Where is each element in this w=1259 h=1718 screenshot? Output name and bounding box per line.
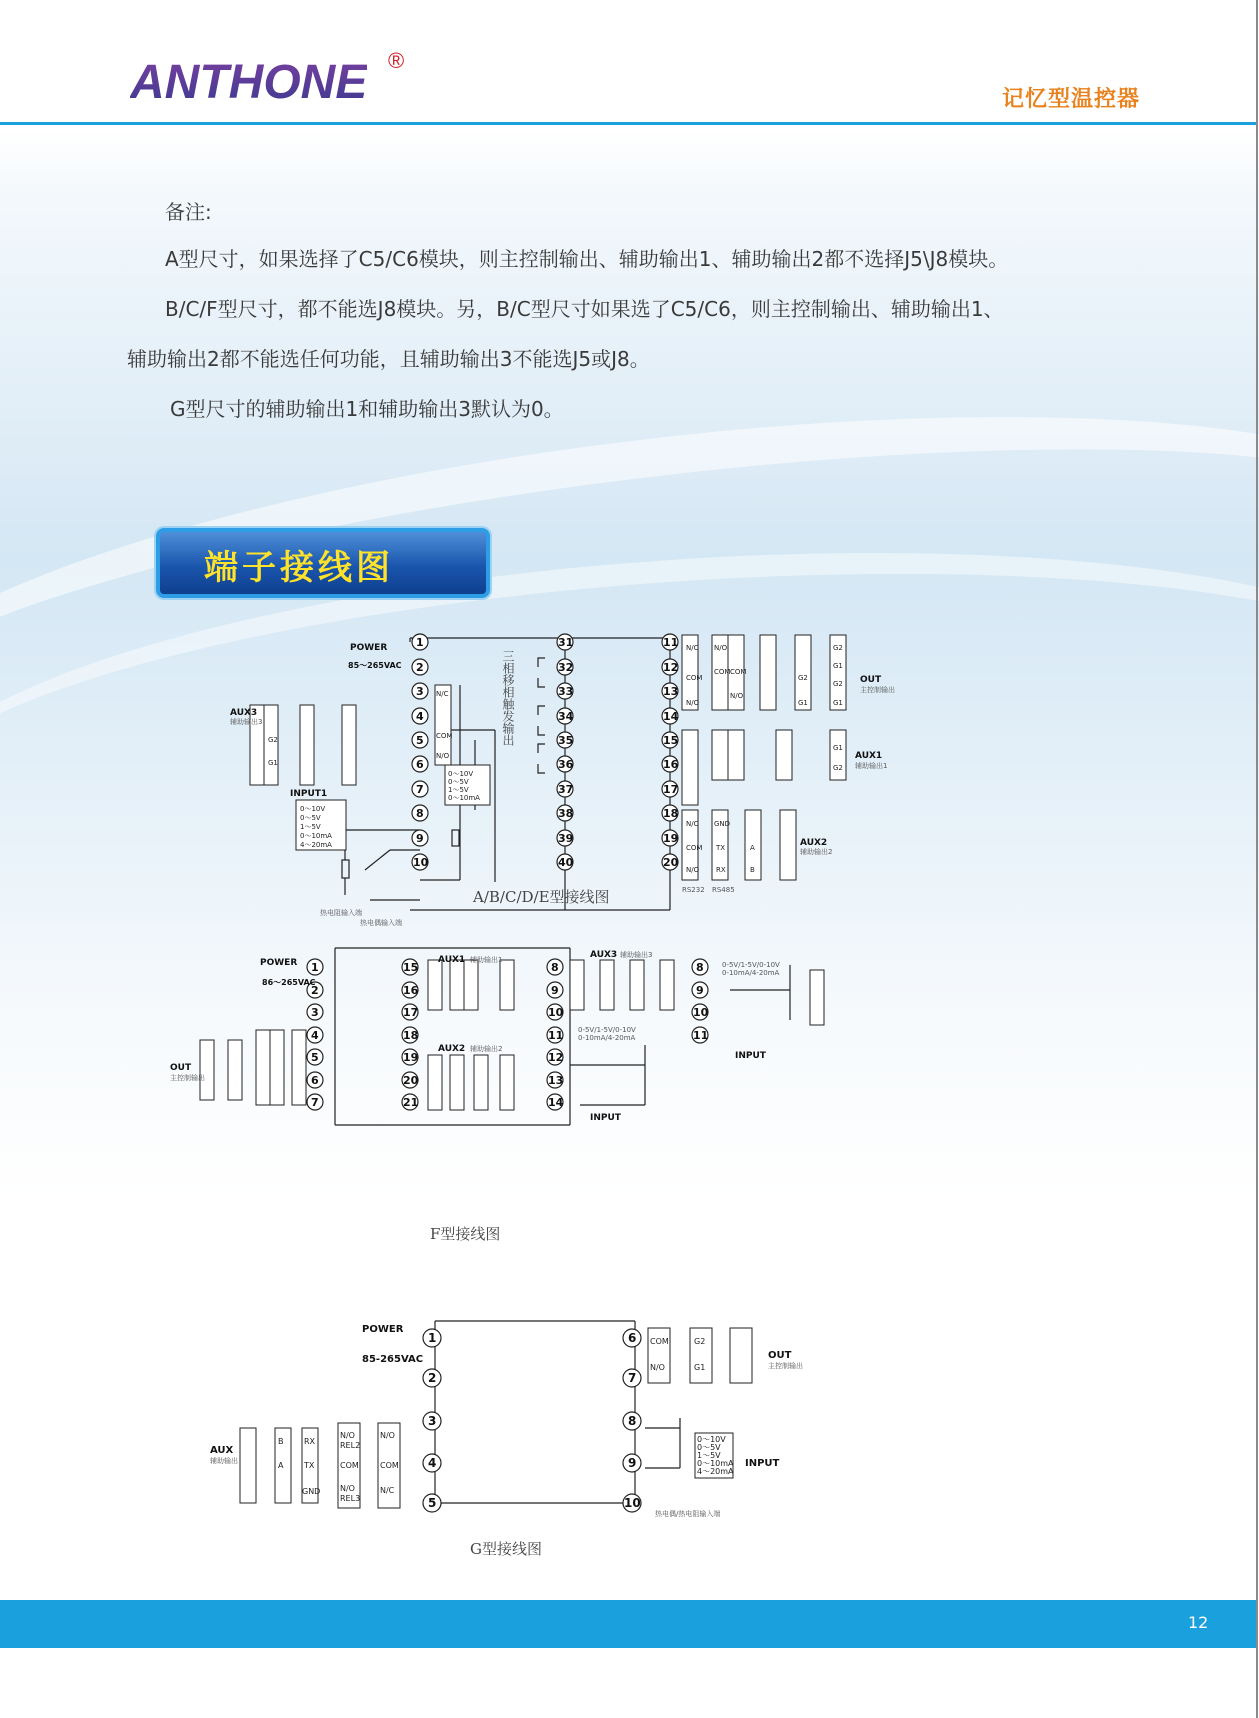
svg-text:G2: G2 (833, 644, 843, 652)
note-line: G型尺寸的辅助输出1和辅助输出3默认为0。 (170, 397, 564, 421)
svg-text:19: 19 (403, 1051, 419, 1064)
svg-text:AUX2: AUX2 (438, 1044, 466, 1054)
svg-text:4: 4 (416, 710, 424, 723)
svg-text:RS485: RS485 (712, 886, 735, 894)
svg-text:辅助输出2: 辅助输出2 (470, 1045, 503, 1053)
svg-text:85-265VAC: 85-265VAC (362, 1354, 424, 1365)
page-number: 12 (1188, 1613, 1209, 1632)
svg-text:辅助输出2: 辅助输出2 (800, 848, 833, 856)
svg-text:AUX1: AUX1 (438, 955, 466, 965)
abcde-out-label: OUT (860, 675, 882, 685)
svg-text:36: 36 (558, 758, 574, 771)
svg-text:9: 9 (551, 984, 559, 997)
svg-text:COM: COM (380, 1461, 399, 1470)
svg-text:N/O: N/O (714, 644, 728, 652)
svg-text:A: A (750, 844, 755, 852)
svg-text:AUX: AUX (210, 1445, 234, 1456)
wiring-diagram-abcde (220, 630, 940, 930)
svg-text:REL2: REL2 (340, 1441, 361, 1450)
svg-text:主控制输出: 主控制输出 (768, 1362, 803, 1370)
svg-text:0-10mA/4-20mA: 0-10mA/4-20mA (722, 969, 780, 977)
svg-text:11: 11 (548, 1029, 564, 1042)
svg-text:REL3: REL3 (340, 1494, 361, 1503)
svg-text:4: 4 (428, 1456, 437, 1470)
svg-text:COM: COM (686, 674, 703, 682)
svg-text:GND: GND (302, 1487, 321, 1496)
svg-text:G2: G2 (798, 674, 808, 682)
svg-text:N/C: N/C (686, 820, 699, 828)
svg-text:2: 2 (428, 1371, 437, 1385)
svg-text:35: 35 (558, 734, 574, 747)
svg-text:13: 13 (548, 1074, 564, 1087)
svg-text:20: 20 (663, 856, 679, 869)
svg-text:COM: COM (436, 732, 453, 740)
svg-text:39: 39 (558, 832, 574, 845)
svg-text:RX: RX (716, 866, 726, 874)
svg-text:0～5V: 0～5V (448, 778, 469, 786)
diagram-caption: A/B/C/D/E型接线图 (473, 888, 610, 906)
svg-text:INPUT: INPUT (590, 1113, 621, 1123)
svg-text:10: 10 (624, 1496, 641, 1510)
svg-text:11: 11 (693, 1029, 709, 1042)
svg-text:37: 37 (558, 783, 574, 796)
svg-text:RS232: RS232 (682, 886, 705, 894)
svg-text:N/O: N/O (380, 1431, 395, 1440)
abcde-power-label: POWER (350, 643, 388, 653)
svg-text:COM: COM (650, 1337, 669, 1346)
registered-mark: ® (388, 48, 405, 73)
svg-text:OUT: OUT (768, 1350, 792, 1361)
svg-text:G2: G2 (833, 680, 843, 688)
svg-text:14: 14 (663, 710, 679, 723)
svg-text:0-5V/1-5V/0-10V: 0-5V/1-5V/0-10V (722, 961, 780, 969)
svg-text:7: 7 (416, 783, 424, 796)
note-line: B/C/F型尺寸，都不能选J8模块。另，B/C型尺寸如果选了C5/C6，则主控制输出、辅助输出1、 (165, 297, 1004, 321)
svg-text:0～10V: 0～10V (697, 1435, 726, 1444)
svg-text:TX: TX (304, 1461, 315, 1470)
svg-text:1～5V: 1～5V (300, 823, 321, 831)
svg-text:8: 8 (696, 961, 704, 974)
svg-text:3: 3 (416, 685, 424, 698)
svg-text:G1: G1 (268, 759, 278, 767)
svg-text:0～10V: 0～10V (448, 770, 474, 778)
svg-text:G2: G2 (694, 1337, 706, 1346)
svg-text:POWER: POWER (362, 1324, 404, 1335)
svg-text:10: 10 (693, 1006, 709, 1019)
svg-text:1～5V: 1～5V (697, 1451, 721, 1460)
page-edge-rule (1256, 0, 1258, 1718)
svg-text:N/O: N/O (340, 1431, 355, 1440)
header-divider (0, 122, 1256, 125)
svg-text:INPUT: INPUT (735, 1051, 766, 1061)
diagram-caption: G型接线图 (470, 1540, 542, 1558)
svg-text:7: 7 (628, 1371, 637, 1385)
section-title-banner (156, 528, 490, 598)
svg-text:15: 15 (403, 961, 419, 974)
svg-text:20: 20 (403, 1074, 419, 1087)
svg-text:10: 10 (548, 1006, 564, 1019)
svg-text:辅助输出1: 辅助输出1 (470, 956, 503, 964)
svg-text:AUX3: AUX3 (590, 950, 618, 960)
svg-text:G2: G2 (268, 736, 278, 744)
svg-text:11: 11 (663, 636, 679, 649)
svg-text:G1: G1 (833, 662, 843, 670)
svg-text:0～10V: 0～10V (300, 805, 326, 813)
svg-text:1: 1 (428, 1331, 437, 1345)
svg-text:热电偶/热电阻输入端: 热电偶/热电阻输入端 (655, 1510, 721, 1518)
svg-text:0～5V: 0～5V (300, 814, 321, 822)
svg-text:3: 3 (428, 1414, 437, 1428)
svg-text:12: 12 (663, 661, 679, 674)
note-line: A型尺寸，如果选择了C5/C6模块，则主控制输出、辅助输出1、辅助输出2都不选择J5\J8模块。 (165, 247, 1009, 271)
svg-text:0～10mA: 0～10mA (448, 794, 480, 802)
abcde-voltage-label: 85～265VAC (348, 661, 402, 670)
wiring-diagram-g (200, 1318, 840, 1518)
svg-text:0-10mA/4-20mA: 0-10mA/4-20mA (578, 1034, 636, 1042)
svg-text:N/C: N/C (686, 644, 699, 652)
svg-text:N/O: N/O (686, 866, 700, 874)
svg-text:主控制输出: 主控制输出 (860, 686, 895, 694)
svg-text:TX: TX (716, 844, 726, 852)
svg-text:N/C: N/C (380, 1486, 395, 1495)
svg-text:热电阻输入端: 热电阻输入端 (320, 909, 362, 917)
svg-text:4～20mA: 4～20mA (300, 841, 332, 849)
svg-text:18: 18 (403, 1029, 419, 1042)
svg-text:16: 16 (403, 984, 419, 997)
svg-text:17: 17 (403, 1006, 419, 1019)
svg-text:86～265VAC: 86～265VAC (262, 978, 316, 987)
svg-text:6: 6 (416, 758, 424, 771)
abcde-aux3-label: AUX3 (230, 708, 258, 718)
svg-text:9: 9 (628, 1456, 637, 1470)
svg-text:38: 38 (558, 807, 574, 820)
svg-text:6: 6 (311, 1074, 319, 1087)
svg-text:5: 5 (416, 734, 424, 747)
svg-text:1: 1 (311, 961, 319, 974)
svg-text:15: 15 (663, 734, 679, 747)
svg-text:32: 32 (558, 661, 574, 674)
svg-text:1: 1 (416, 636, 424, 649)
svg-text:N/O: N/O (650, 1363, 665, 1372)
svg-text:12: 12 (548, 1051, 564, 1064)
svg-text:1～5V: 1～5V (448, 786, 469, 794)
svg-text:33: 33 (558, 685, 574, 698)
svg-text:16: 16 (663, 758, 679, 771)
svg-text:辅助输出3: 辅助输出3 (230, 718, 263, 726)
three-phase-label: 三相移相触发输出 (501, 650, 515, 746)
svg-text:8: 8 (551, 961, 559, 974)
page-title: 记忆型温控器 (1002, 87, 1141, 112)
svg-text:辅助输出3: 辅助输出3 (620, 951, 653, 959)
svg-text:GND: GND (714, 820, 731, 828)
svg-text:B: B (750, 866, 755, 874)
svg-text:A: A (278, 1461, 284, 1470)
svg-text:OUT: OUT (170, 1063, 192, 1073)
svg-text:G1: G1 (798, 699, 808, 707)
svg-text:G1: G1 (833, 744, 843, 752)
svg-text:4～20mA: 4～20mA (697, 1467, 734, 1476)
svg-text:N/O: N/O (436, 752, 450, 760)
svg-text:8: 8 (416, 807, 424, 820)
svg-text:19: 19 (663, 832, 679, 845)
svg-text:COM: COM (686, 844, 703, 852)
section-title: 端子接线图 (204, 548, 394, 588)
diagram-caption: F型接线图 (430, 1225, 501, 1243)
svg-text:RX: RX (304, 1437, 316, 1446)
svg-text:B: B (278, 1437, 284, 1446)
svg-text:13: 13 (663, 685, 679, 698)
abcde-aux2-label: AUX2 (800, 838, 828, 848)
svg-text:6: 6 (628, 1331, 637, 1345)
svg-text:辅助输出: 辅助输出 (210, 1457, 238, 1465)
svg-text:N/O: N/O (686, 699, 700, 707)
svg-text:21: 21 (403, 1096, 419, 1109)
svg-text:0～5V: 0～5V (697, 1443, 721, 1452)
svg-text:14: 14 (548, 1096, 564, 1109)
note-line: 辅助输出2都不能选任何功能，且辅助输出3不能选J5或J8。 (127, 347, 650, 371)
svg-text:8: 8 (628, 1414, 637, 1428)
svg-text:9: 9 (696, 984, 704, 997)
svg-text:9: 9 (416, 832, 424, 845)
svg-text:17: 17 (663, 783, 679, 796)
svg-text:0～10mA: 0～10mA (300, 832, 332, 840)
svg-text:2: 2 (416, 661, 424, 674)
svg-text:5: 5 (428, 1496, 437, 1510)
svg-text:COM: COM (340, 1461, 359, 1470)
svg-text:34: 34 (558, 710, 574, 723)
svg-text:N/O: N/O (730, 692, 744, 700)
abcde-aux1-label: AUX1 (855, 751, 883, 761)
svg-text:3: 3 (311, 1006, 319, 1019)
svg-text:0-5V/1-5V/0-10V: 0-5V/1-5V/0-10V (578, 1026, 636, 1034)
svg-text:热电偶输入端: 热电偶输入端 (360, 919, 402, 927)
svg-text:10: 10 (413, 856, 429, 869)
svg-text:G2: G2 (833, 764, 843, 772)
notes-heading: 备注: (165, 200, 212, 224)
svg-text:INPUT: INPUT (745, 1458, 780, 1469)
svg-text:7: 7 (311, 1096, 319, 1109)
abcde-input1-label: INPUT1 (290, 789, 328, 799)
svg-text:2: 2 (311, 984, 319, 997)
svg-text:主控制输出: 主控制输出 (170, 1074, 205, 1082)
svg-text:G1: G1 (694, 1363, 706, 1372)
svg-text:4: 4 (311, 1029, 319, 1042)
svg-text:COM: COM (714, 668, 731, 676)
svg-text:辅助输出1: 辅助输出1 (855, 762, 888, 770)
svg-text:N/O: N/O (340, 1484, 355, 1493)
brand-logo: ANTHONE (130, 56, 368, 109)
svg-text:N/C: N/C (436, 690, 449, 698)
svg-text:POWER: POWER (260, 958, 298, 968)
svg-text:COM: COM (730, 668, 747, 676)
svg-text:40: 40 (558, 856, 574, 869)
svg-text:5: 5 (311, 1051, 319, 1064)
svg-text:0～10mA: 0～10mA (697, 1459, 734, 1468)
svg-text:18: 18 (663, 807, 679, 820)
wiring-diagram-f (170, 945, 860, 1135)
svg-text:G1: G1 (833, 699, 843, 707)
svg-text:31: 31 (558, 636, 574, 649)
footer-bar (0, 1600, 1256, 1648)
